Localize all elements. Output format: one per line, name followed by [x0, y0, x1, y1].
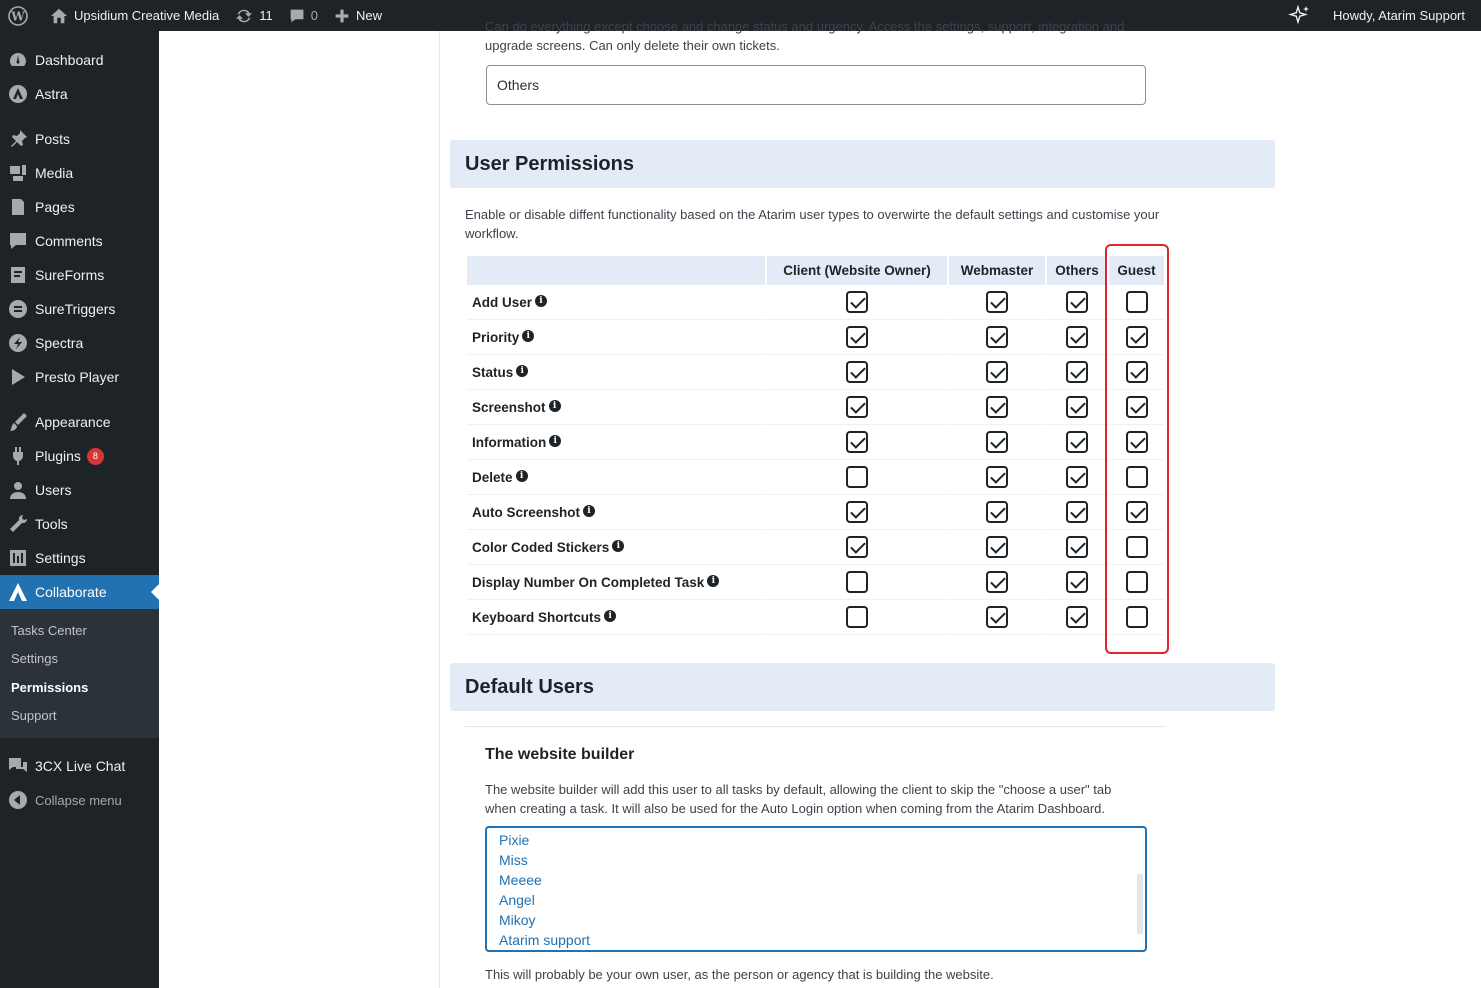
permission-cell-others — [1047, 460, 1107, 495]
permission-label: Priority — [472, 329, 520, 345]
table-row — [467, 390, 1164, 425]
brush-icon — [8, 412, 28, 432]
comments-link[interactable] — [281, 0, 326, 31]
permission-cell-client — [767, 425, 947, 460]
checkbox-others[interactable] — [1066, 431, 1088, 453]
permission-label: Color Coded Stickers — [472, 539, 610, 555]
checkbox-client[interactable] — [846, 291, 868, 313]
user-icon — [8, 480, 28, 500]
permission-cell-client — [767, 495, 947, 530]
permission-label-cell — [467, 460, 765, 495]
user-permissions-description: Enable or disable diffent functionality based on the Atarim user types to overwirte the default settings and customise your workflow. — [465, 207, 1160, 241]
comment-icon — [289, 8, 305, 24]
menu-separator — [0, 394, 159, 405]
permission-cell-client — [767, 285, 947, 320]
checkbox-client[interactable] — [846, 501, 868, 523]
admin-menu — [0, 31, 159, 988]
checkbox-webmaster[interactable] — [986, 361, 1008, 383]
pages-icon — [8, 197, 28, 217]
menu-item-pages[interactable] — [0, 190, 159, 224]
menu-item-spectra[interactable] — [0, 326, 159, 360]
table-row — [467, 355, 1164, 390]
checkbox-others[interactable] — [1066, 606, 1088, 628]
menu-item-label: Appearance — [35, 414, 111, 430]
info-icon[interactable]: i — [707, 575, 719, 587]
checkbox-client[interactable] — [846, 326, 868, 348]
checkbox-client[interactable] — [846, 571, 868, 593]
table-row — [467, 495, 1164, 530]
permission-cell-webmaster — [949, 355, 1045, 390]
checkbox-webmaster[interactable] — [986, 396, 1008, 418]
website-builder-user-select[interactable] — [485, 826, 1147, 952]
pin-icon — [8, 129, 28, 149]
permission-cell-client — [767, 460, 947, 495]
submenu-item-support[interactable]: Support — [11, 708, 57, 724]
wordpress-logo-button[interactable] — [0, 0, 42, 31]
menu-item-label: Collaborate — [35, 584, 107, 600]
submenu-item-settings[interactable]: Settings — [11, 651, 58, 667]
default-users-header — [450, 663, 1275, 711]
checkbox-client[interactable] — [846, 361, 868, 383]
user-option[interactable]: Atarim support — [499, 932, 591, 948]
permission-label-cell — [467, 390, 765, 425]
user-permissions-header — [450, 140, 1275, 188]
divider — [465, 726, 1165, 727]
permission-label: Delete — [472, 469, 513, 485]
checkbox-client[interactable] — [846, 431, 868, 453]
permission-cell-client — [767, 320, 947, 355]
default-users-title: Default Users — [465, 675, 594, 698]
site-name: Upsidium Creative Media — [74, 8, 220, 23]
checkbox-webmaster[interactable] — [986, 571, 1008, 593]
role-name-input[interactable] — [486, 65, 1146, 105]
menu-separator — [0, 738, 159, 749]
permission-label: Auto Screenshot — [472, 504, 581, 520]
checkbox-others[interactable] — [1066, 396, 1088, 418]
content-divider — [439, 31, 440, 988]
spectra-icon — [8, 333, 28, 353]
info-icon[interactable]: i — [612, 540, 624, 552]
permission-label-cell — [467, 600, 765, 635]
permission-label: Keyboard Shortcuts — [472, 609, 602, 625]
user-option[interactable]: Pixie — [499, 832, 530, 848]
permission-cell-webmaster — [949, 320, 1045, 355]
comment-icon — [8, 231, 28, 251]
permission-cell-others — [1047, 495, 1107, 530]
checkbox-others[interactable] — [1066, 326, 1088, 348]
permission-cell-others — [1047, 600, 1107, 635]
collapse-icon — [8, 790, 28, 810]
menu-item-tools[interactable] — [0, 507, 159, 541]
checkbox-webmaster[interactable] — [986, 536, 1008, 558]
menu-item-label: Comments — [35, 233, 103, 249]
permission-label-cell — [467, 285, 765, 320]
plus-icon — [334, 8, 350, 24]
column-header-webmaster: Webmaster — [949, 256, 1045, 285]
menu-item-3cx-live-chat[interactable] — [0, 749, 159, 783]
checkbox-others[interactable] — [1066, 291, 1088, 313]
info-icon[interactable]: i — [516, 365, 528, 377]
permission-cell-client — [767, 390, 947, 425]
permission-label-cell — [467, 425, 765, 460]
user-option[interactable]: Mikoy — [499, 912, 536, 928]
role-description: Can do everything except choose and change status and urgency. Access the settings, support, integration and upgrade screens. Can only delete their own tickets. — [485, 19, 1125, 53]
permission-cell-others — [1047, 530, 1107, 565]
sparkle-icon — [1289, 5, 1311, 27]
permission-cell-webmaster — [949, 530, 1045, 565]
permission-cell-others — [1047, 425, 1107, 460]
checkbox-client[interactable] — [846, 396, 868, 418]
website-builder-title: The website builder — [485, 746, 635, 763]
menu-item-posts[interactable] — [0, 122, 159, 156]
checkbox-webmaster[interactable] — [986, 326, 1008, 348]
permission-label-cell — [467, 565, 765, 600]
permission-cell-others — [1047, 285, 1107, 320]
info-icon[interactable]: i — [549, 400, 561, 412]
settings-icon — [8, 548, 28, 568]
dashboard-icon — [8, 50, 28, 70]
checkbox-others[interactable] — [1066, 466, 1088, 488]
permission-label: Add User — [472, 294, 533, 310]
site-name-link[interactable] — [42, 0, 227, 31]
menu-item-appearance[interactable] — [0, 405, 159, 439]
permission-cell-webmaster — [949, 285, 1045, 320]
info-icon[interactable]: i — [522, 330, 534, 342]
permission-cell-webmaster — [949, 565, 1045, 600]
astra-icon — [8, 84, 28, 104]
checkbox-client[interactable] — [846, 606, 868, 628]
checkbox-webmaster[interactable] — [986, 501, 1008, 523]
permission-cell-others — [1047, 390, 1107, 425]
table-row — [467, 460, 1164, 495]
menu-item-label: Users — [35, 482, 72, 498]
checkbox-client[interactable] — [846, 466, 868, 488]
permission-label: Display Number On Completed Task — [472, 574, 705, 590]
permission-cell-client — [767, 530, 947, 565]
submenu-item-tasks-center[interactable]: Tasks Center — [11, 622, 87, 638]
column-header-others: Others — [1047, 256, 1107, 285]
permission-cell-webmaster — [949, 495, 1045, 530]
permission-cell-webmaster — [949, 460, 1045, 495]
label-column-header — [467, 256, 765, 285]
permission-cell-webmaster — [949, 425, 1045, 460]
guest-column-highlight — [1105, 244, 1169, 654]
permission-label-cell — [467, 530, 765, 565]
permission-cell-webmaster — [949, 600, 1045, 635]
info-icon[interactable]: i — [583, 505, 595, 517]
menu-item-label: SureTriggers — [35, 301, 116, 317]
howdy-text: Howdy, Atarim Support — [1333, 8, 1465, 23]
menu-separator — [0, 111, 159, 122]
permission-cell-client — [767, 355, 947, 390]
menu-item-astra[interactable] — [0, 77, 159, 111]
website-builder-note: This will probably be your own user, as the person or agency that is building the website. — [485, 967, 994, 982]
suretriggers-icon — [8, 299, 28, 319]
menu-item-label: SureForms — [35, 267, 105, 283]
home-icon — [50, 7, 68, 25]
checkbox-client[interactable] — [846, 536, 868, 558]
main-content — [159, 19, 1481, 988]
menu-item-users[interactable] — [0, 473, 159, 507]
menu-item-collapse-menu[interactable] — [0, 783, 159, 817]
permission-label: Information — [472, 434, 547, 450]
menu-item-comments[interactable] — [0, 224, 159, 258]
permission-label: Status — [472, 364, 514, 380]
presto-player-icon — [8, 367, 28, 387]
submenu-item-permissions[interactable]: Permissions — [11, 679, 89, 695]
media-icon — [8, 163, 28, 183]
howdy-account-menu[interactable] — [1325, 0, 1481, 31]
menu-item-sureforms[interactable] — [0, 258, 159, 292]
menu-item-label: Astra — [35, 86, 68, 102]
user-option[interactable]: Meeee — [499, 872, 542, 888]
permission-cell-client — [767, 600, 947, 635]
permission-label-cell — [467, 355, 765, 390]
user-permissions-title: User Permissions — [465, 152, 634, 175]
permission-label-cell — [467, 320, 765, 355]
checkbox-others[interactable] — [1066, 536, 1088, 558]
menu-item-media[interactable] — [0, 156, 159, 190]
permission-cell-others — [1047, 320, 1107, 355]
checkbox-others[interactable] — [1066, 571, 1088, 593]
checkbox-others[interactable] — [1066, 501, 1088, 523]
wrench-icon — [8, 514, 28, 534]
checkbox-webmaster[interactable] — [986, 466, 1008, 488]
column-header-guest: Guest — [1109, 256, 1164, 285]
menu-item-plugins[interactable] — [0, 439, 159, 473]
column-header-client: Client (Website Owner) — [767, 256, 947, 285]
permission-label: Screenshot — [472, 399, 546, 415]
menu-item-presto-player[interactable] — [0, 360, 159, 394]
collaborate-submenu — [0, 609, 159, 738]
menu-item-label: Presto Player — [35, 369, 120, 385]
menu-item-settings[interactable] — [0, 541, 159, 575]
info-icon[interactable]: i — [516, 470, 528, 482]
atarim-icon — [8, 582, 28, 602]
user-option[interactable]: Angel — [499, 892, 535, 908]
table-row — [467, 600, 1164, 635]
website-builder-description: The website builder will add this user to all tasks by default, allowing the client to skip the "choose a user" tab when creating a task. It will also be used for the Auto Login option when coming from the Atarim Dashboard. — [485, 782, 1112, 816]
permission-cell-client — [767, 565, 947, 600]
updates-link[interactable] — [227, 0, 281, 31]
menu-item-label: Pages — [35, 199, 75, 215]
svg-text:W: W — [11, 9, 25, 23]
menu-item-label: Media — [35, 165, 74, 181]
menu-item-label: Spectra — [35, 335, 84, 351]
plugins-update-badge: 8 — [87, 448, 104, 465]
checkbox-others[interactable] — [1066, 361, 1088, 383]
menu-item-label: Collapse menu — [35, 792, 122, 808]
permission-cell-others — [1047, 355, 1107, 390]
menu-item-label: Tools — [35, 516, 68, 532]
comments-count: 0 — [310, 8, 318, 23]
ai-sparkle-button[interactable] — [1281, 0, 1325, 31]
info-icon[interactable]: i — [604, 610, 616, 622]
table-row — [467, 565, 1164, 600]
new-label: New — [355, 8, 382, 23]
info-icon[interactable]: i — [535, 295, 547, 307]
sureforms-icon — [8, 265, 28, 285]
user-select-scrollbar[interactable] — [1137, 874, 1143, 934]
role-name-value: Others — [497, 77, 540, 93]
chat-icon — [8, 756, 28, 776]
checkbox-webmaster[interactable] — [986, 291, 1008, 313]
new-content-link[interactable] — [326, 0, 390, 31]
wordpress-icon — [8, 6, 28, 26]
table-row — [467, 530, 1164, 565]
menu-item-collaborate[interactable] — [0, 575, 159, 609]
checkbox-webmaster[interactable] — [986, 431, 1008, 453]
menu-item-dashboard[interactable] — [0, 43, 159, 77]
permissions-table — [465, 256, 1166, 635]
user-option[interactable]: Miss — [499, 852, 528, 868]
info-icon[interactable]: i — [549, 435, 561, 447]
table-row — [467, 285, 1164, 320]
checkbox-webmaster[interactable] — [986, 606, 1008, 628]
permission-cell-webmaster — [949, 390, 1045, 425]
updates-count: 11 — [259, 8, 273, 23]
table-row — [467, 320, 1164, 355]
menu-item-suretriggers[interactable] — [0, 292, 159, 326]
permission-label-cell — [467, 495, 765, 530]
menu-item-label: Settings — [35, 550, 86, 566]
table-row — [467, 425, 1164, 460]
permission-cell-others — [1047, 565, 1107, 600]
menu-item-label: Dashboard — [35, 52, 104, 68]
updates-icon — [235, 7, 253, 25]
menu-item-label: Posts — [35, 131, 71, 147]
menu-item-label: Plugins — [35, 448, 81, 464]
plugin-icon — [8, 446, 28, 466]
menu-item-label: 3CX Live Chat — [35, 758, 126, 774]
